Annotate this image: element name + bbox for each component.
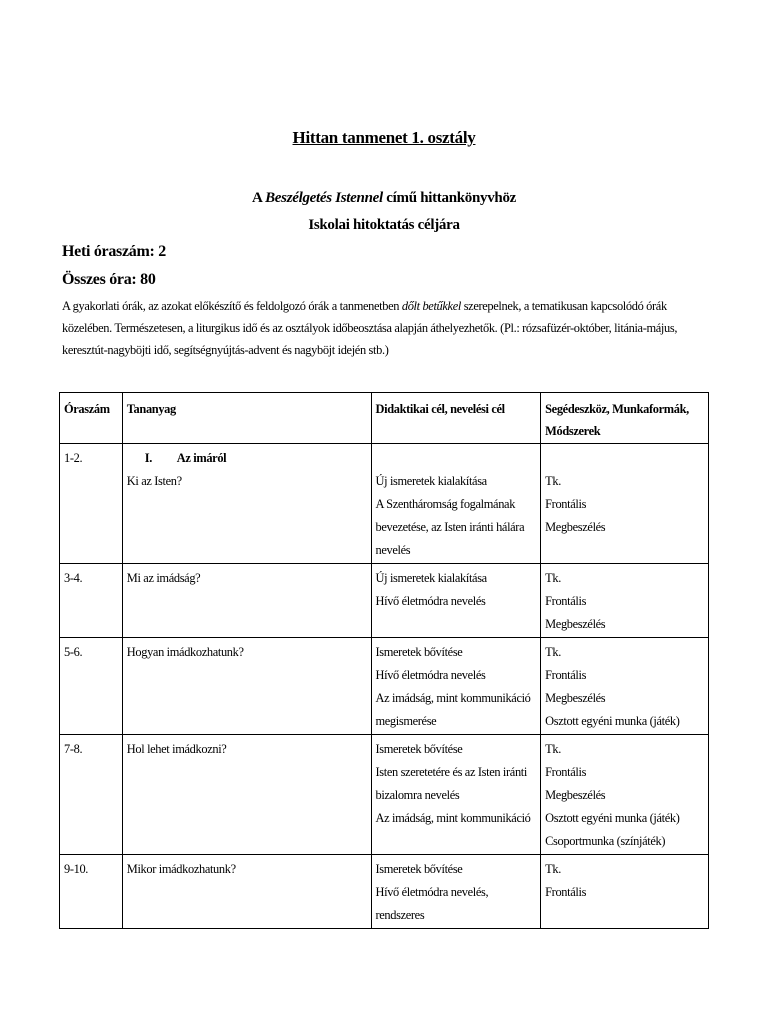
table-row <box>60 735 709 855</box>
tool-item: Frontális <box>545 594 587 608</box>
goal-item: A Szentháromság fogalmának bevezetése, az Isten iránti hálára nevelés <box>375 497 525 557</box>
section-title: Az imáról <box>176 451 227 465</box>
tool-item: Megbeszélés <box>545 617 606 631</box>
row-goals <box>371 444 541 564</box>
row-hours: 7-8. <box>60 735 123 855</box>
row-material <box>122 444 371 564</box>
row-tools <box>541 444 709 564</box>
row-tools <box>541 638 709 735</box>
tool-item: Osztott egyéni munka (játék) <box>545 714 680 728</box>
goal-item: Hívő életmódra nevelés <box>375 594 486 608</box>
row-tools <box>541 735 709 855</box>
header-goals: Didaktikai cél, nevelési cél <box>371 393 541 444</box>
row-material <box>122 564 371 638</box>
tool-item: Megbeszélés <box>545 520 606 534</box>
row-material <box>122 638 371 735</box>
document-subtitle <box>0 190 768 207</box>
goal-item: Új ismeretek kialakítása <box>375 571 487 585</box>
section-roman: I. <box>144 451 153 465</box>
tool-item: Megbeszélés <box>545 788 606 802</box>
goal-item: Ismeretek bővítése <box>375 645 463 659</box>
goal-item: Isten szeretetére és az Isten iránti bizalomra nevelés <box>375 765 527 802</box>
tool-item: Tk. <box>545 645 561 659</box>
table-row <box>60 638 709 735</box>
row-topic: Hol lehet imádkozni? <box>126 742 227 756</box>
table-header-row <box>60 393 709 444</box>
header-material: Tananyag <box>122 393 371 444</box>
tool-item: Tk. <box>545 862 561 876</box>
row-tools <box>541 564 709 638</box>
total-hours: Összes óra: 80 <box>62 271 156 288</box>
table-row <box>60 564 709 638</box>
goal-item: Hívő életmódra nevelés, rendszeres <box>375 885 489 922</box>
weekly-hours: Heti óraszám: 2 <box>62 243 166 260</box>
tool-item: Tk. <box>545 742 561 756</box>
intro-text-2: szerepelnek, a tematikusan kapcsolódó órák közelében. Természetesen, a liturgikus idő és az osztályok időbeosztása alapján áthelyezhetők. (Pl.: rózsafüzér-október, litánia-május, keresztút-nagyböjti idő, segítségnyújtás-advent és nagyböjt idején stb.) <box>62 299 678 357</box>
tool-item: Frontális <box>545 668 587 682</box>
row-goals <box>371 855 541 929</box>
tool-item: Frontális <box>545 885 587 899</box>
row-tools <box>541 855 709 929</box>
header-tools: Segédeszköz, Munkaformák, Módszerek <box>541 393 709 444</box>
section-heading <box>127 447 367 470</box>
tool-item: Megbeszélés <box>545 691 606 705</box>
subtitle-suffix: című hittankönyvhöz <box>382 190 517 206</box>
tool-item: Frontális <box>545 765 587 779</box>
goal-item: Hívő életmódra nevelés <box>375 668 486 682</box>
row-topic: Mikor imádkozhatunk? <box>126 862 236 876</box>
table-row <box>60 855 709 929</box>
row-goals <box>371 735 541 855</box>
goal-item: Az imádság, mint kommunikáció <box>375 811 531 825</box>
tool-item: Tk. <box>545 571 561 585</box>
tool-item: Osztott egyéni munka (játék) <box>545 811 680 825</box>
goal-item: Új ismeretek kialakítása <box>375 474 487 488</box>
document-subtitle-purpose: Iskolai hitoktatás céljára <box>308 217 460 233</box>
intro-italic-text: dőlt betűkkel <box>401 299 461 313</box>
goal-item: Az imádság, mint kommunikáció megismerése <box>375 691 531 728</box>
row-hours: 9-10. <box>60 855 123 929</box>
document-title: Hittan tanmenet 1. osztály <box>292 128 476 147</box>
intro-paragraph <box>62 295 712 361</box>
row-topic: Mi az imádság? <box>126 571 201 585</box>
subtitle-book-title: Beszélgetés Istennel <box>265 190 383 206</box>
row-topic: Hogyan imádkozhatunk? <box>126 645 244 659</box>
curriculum-table <box>59 392 709 929</box>
row-goals <box>371 638 541 735</box>
row-topic: Ki az Isten? <box>126 474 182 488</box>
row-material <box>122 855 371 929</box>
goal-item: Ismeretek bővítése <box>375 742 463 756</box>
row-hours: 5-6. <box>60 638 123 735</box>
subtitle-prefix: A <box>251 190 266 206</box>
row-material <box>122 735 371 855</box>
table-row <box>60 444 709 564</box>
tool-item: Frontális <box>545 497 587 511</box>
intro-text-1: A gyakorlati órák, az azokat előkészítő és feldolgozó órák a tanmenetben <box>62 299 402 313</box>
row-hours: 1-2. <box>60 444 123 564</box>
header-hours: Óraszám <box>60 393 123 444</box>
row-goals <box>371 564 541 638</box>
tool-item: Csoportmunka (színjáték) <box>545 834 666 848</box>
tool-item: Tk. <box>545 474 561 488</box>
goal-item: Ismeretek bővítése <box>375 862 463 876</box>
row-hours: 3-4. <box>60 564 123 638</box>
